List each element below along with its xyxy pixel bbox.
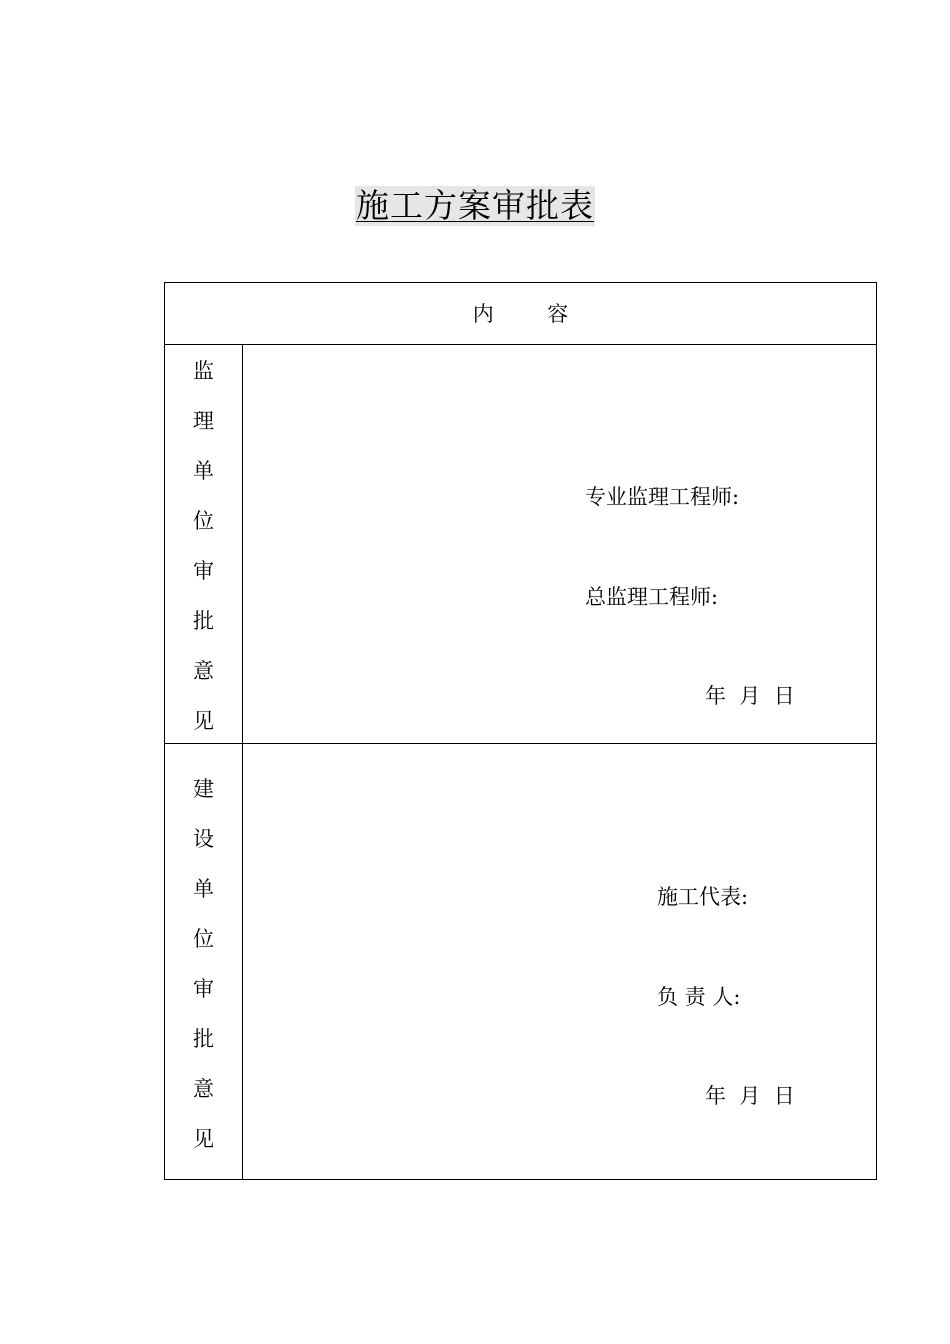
content-header: 内 容 <box>472 302 569 326</box>
owner-label-char: 单 <box>193 877 214 901</box>
supervision-section-label <box>165 346 242 746</box>
document-title <box>0 186 950 232</box>
owner-section-label <box>165 764 242 1164</box>
supervision-label-char: 单 <box>193 459 214 483</box>
construction-representative-field: 施工代表: <box>657 885 749 909</box>
approval-form-table <box>164 282 877 1180</box>
owner-date-field: 年 月 日 <box>705 1084 795 1108</box>
supervision-label-char: 见 <box>193 709 214 733</box>
supervision-date-field: 年 月 日 <box>705 684 795 708</box>
supervision-label-char: 监 <box>193 359 214 383</box>
supervision-label-char: 审 <box>193 559 214 583</box>
owner-label-char: 见 <box>193 1127 214 1151</box>
header-divider <box>165 344 876 345</box>
owner-label-char: 设 <box>193 827 214 851</box>
supervision-label-char: 位 <box>193 509 214 533</box>
owner-label-char: 批 <box>193 1027 214 1051</box>
owner-label-char: 建 <box>193 777 214 801</box>
responsible-person-field: 负 责 人: <box>657 985 741 1009</box>
specialty-engineer-field: 专业监理工程师: <box>585 485 740 509</box>
section-divider <box>165 743 876 744</box>
document-title-text: 施工方案审批表 <box>356 186 594 225</box>
owner-label-char: 意 <box>193 1077 214 1101</box>
chief-engineer-field: 总监理工程师: <box>585 585 719 609</box>
owner-label-char: 审 <box>193 977 214 1001</box>
supervision-label-char: 批 <box>193 609 214 633</box>
supervision-label-char: 理 <box>193 409 214 433</box>
label-column-divider <box>242 344 243 1180</box>
supervision-label-char: 意 <box>193 659 214 683</box>
owner-label-char: 位 <box>193 927 214 951</box>
